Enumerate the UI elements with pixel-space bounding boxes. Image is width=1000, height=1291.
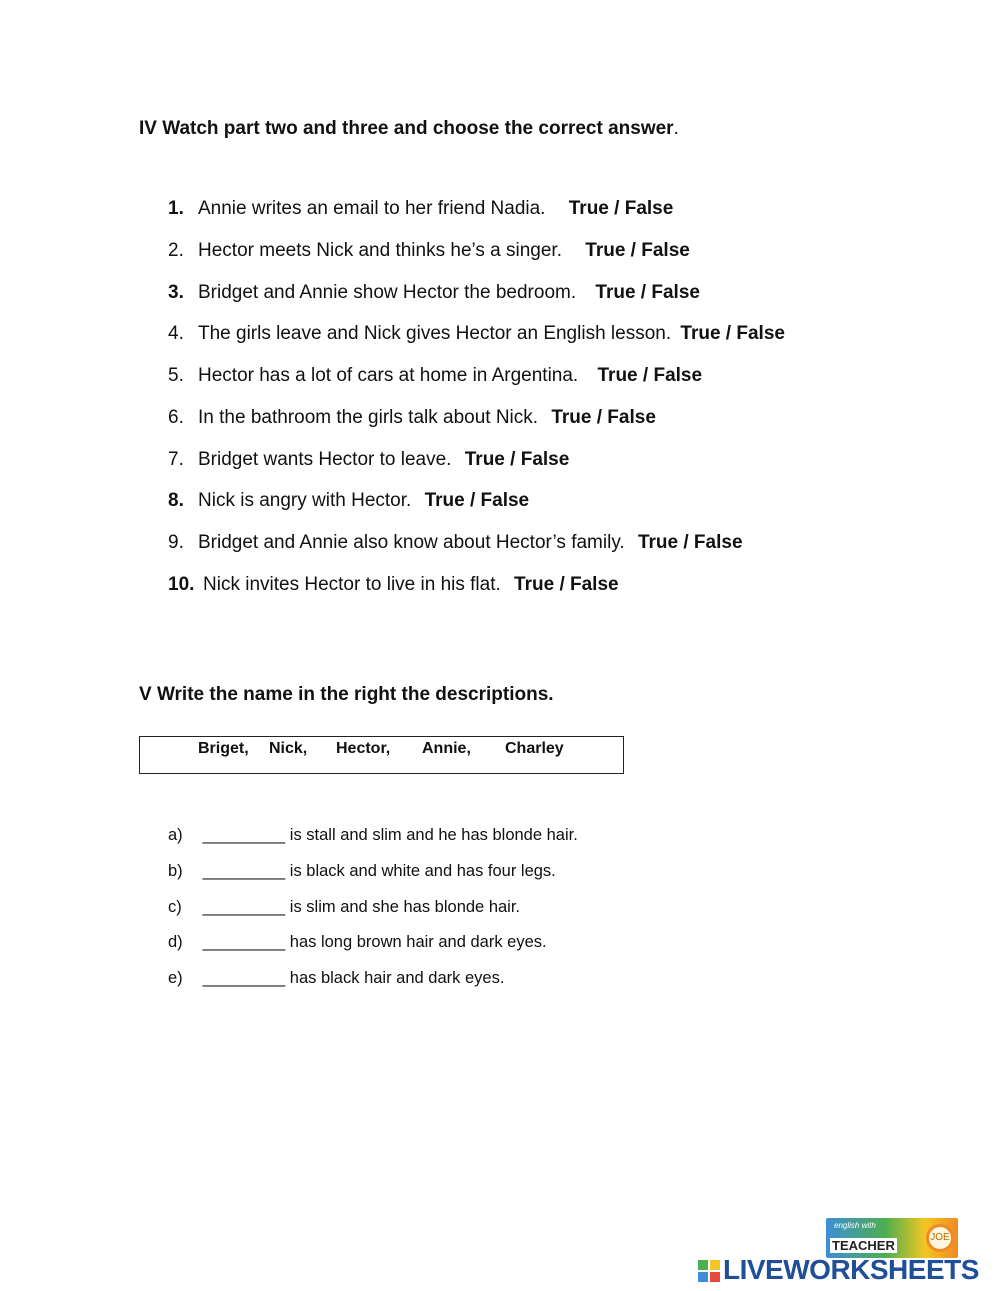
true-false-choice[interactable]: True / False	[514, 574, 619, 595]
true-false-choice[interactable]: True / False	[597, 365, 703, 386]
tf-item-number: 6.	[168, 407, 184, 428]
badge-circle-text: JOE	[926, 1224, 954, 1252]
description-label: e)	[168, 969, 183, 987]
description-c	[168, 898, 520, 917]
description-label: c)	[168, 898, 182, 916]
tf-item-3	[168, 282, 700, 304]
name-option: Briget,	[198, 740, 249, 757]
tf-item-7	[168, 449, 569, 471]
tf-item-8	[168, 490, 529, 512]
true-false-choice[interactable]: True / False	[424, 490, 530, 511]
answer-blank[interactable]: _________	[202, 826, 286, 844]
heading-punct: .	[673, 118, 679, 139]
description-d	[168, 933, 547, 952]
section-4-heading-text: IV Watch part two and three and choose the correct answer	[139, 118, 674, 139]
liveworksheets-mark-icon	[698, 1260, 720, 1282]
description-text: is black and white and has four legs.	[289, 862, 556, 880]
answer-blank[interactable]: _________	[202, 862, 286, 880]
tf-item-2	[168, 240, 690, 262]
tf-item-number: 5.	[168, 365, 184, 386]
description-text: is slim and she has blonde hair.	[289, 898, 520, 916]
tf-item-number: 1.	[168, 198, 184, 219]
name-option: Hector,	[336, 740, 391, 757]
names-word-bank	[139, 736, 624, 774]
description-b	[168, 862, 556, 881]
name-option: Nick,	[269, 740, 308, 757]
description-e	[168, 969, 504, 988]
teacher-joe-badge	[826, 1218, 958, 1258]
description-text: has black hair and dark eyes.	[289, 969, 505, 987]
tf-item-number: 8.	[168, 490, 184, 511]
tf-item-text: Bridget and Annie also know about Hector’s family.	[198, 532, 625, 553]
tf-item-6	[168, 407, 656, 429]
section-4-heading	[139, 118, 679, 140]
true-false-choice[interactable]: True / False	[680, 323, 785, 344]
name-option: Annie,	[422, 740, 471, 757]
tf-item-4	[168, 323, 785, 345]
tf-item-text: Bridget and Annie show Hector the bedroom.	[198, 282, 577, 303]
liveworksheets-wordmark: LIVEWORKSHEETS	[723, 1254, 979, 1285]
name-option: Charley	[505, 740, 564, 757]
section-5-heading: V Write the name in the right the descriptions.	[139, 684, 554, 705]
tf-item-text: Annie writes an email to her friend Nadia.	[198, 198, 546, 219]
tf-item-number: 2.	[168, 240, 184, 261]
tf-item-10	[168, 574, 619, 596]
tf-item-number: 4.	[168, 323, 184, 344]
true-false-choice[interactable]: True / False	[568, 198, 674, 219]
tf-item-number: 9.	[168, 532, 184, 553]
answer-blank[interactable]: _________	[202, 969, 286, 987]
tf-item-9	[168, 532, 743, 554]
tf-item-text: Hector meets Nick and thinks he’s a singer.	[198, 240, 562, 261]
badge-main-text: TEACHER	[832, 1238, 895, 1253]
tf-item-1	[168, 198, 673, 220]
true-false-choice[interactable]: True / False	[637, 532, 743, 553]
description-label: d)	[168, 933, 183, 951]
true-false-choice[interactable]: True / False	[585, 240, 690, 261]
tf-item-text: The girls leave and Nick gives Hector an English lesson.	[198, 323, 672, 344]
tf-item-text: Nick invites Hector to live in his flat.	[203, 574, 501, 595]
answer-blank[interactable]: _________	[202, 933, 286, 951]
true-false-choice[interactable]: True / False	[551, 407, 656, 428]
tf-item-text: Hector has a lot of cars at home in Argentina.	[198, 365, 579, 386]
true-false-choice[interactable]: True / False	[595, 282, 700, 303]
description-text: has long brown hair and dark eyes.	[289, 933, 547, 951]
tf-item-text: Bridget wants Hector to leave.	[198, 449, 452, 470]
badge-small-text: english with	[834, 1221, 876, 1230]
true-false-choice[interactable]: True / False	[464, 449, 570, 470]
tf-item-text: Nick is angry with Hector.	[198, 490, 412, 511]
tf-item-number: 10.	[168, 574, 195, 595]
answer-blank[interactable]: _________	[202, 898, 286, 916]
tf-item-5	[168, 365, 702, 387]
description-a	[168, 826, 578, 845]
liveworksheets-logo	[698, 1218, 993, 1286]
description-label: b)	[168, 862, 183, 880]
description-label: a)	[168, 826, 183, 844]
description-text: is stall and slim and he has blonde hair.	[289, 826, 578, 844]
tf-item-number: 7.	[168, 449, 184, 470]
tf-item-number: 3.	[168, 282, 184, 303]
tf-item-text: In the bathroom the girls talk about Nick.	[198, 407, 539, 428]
